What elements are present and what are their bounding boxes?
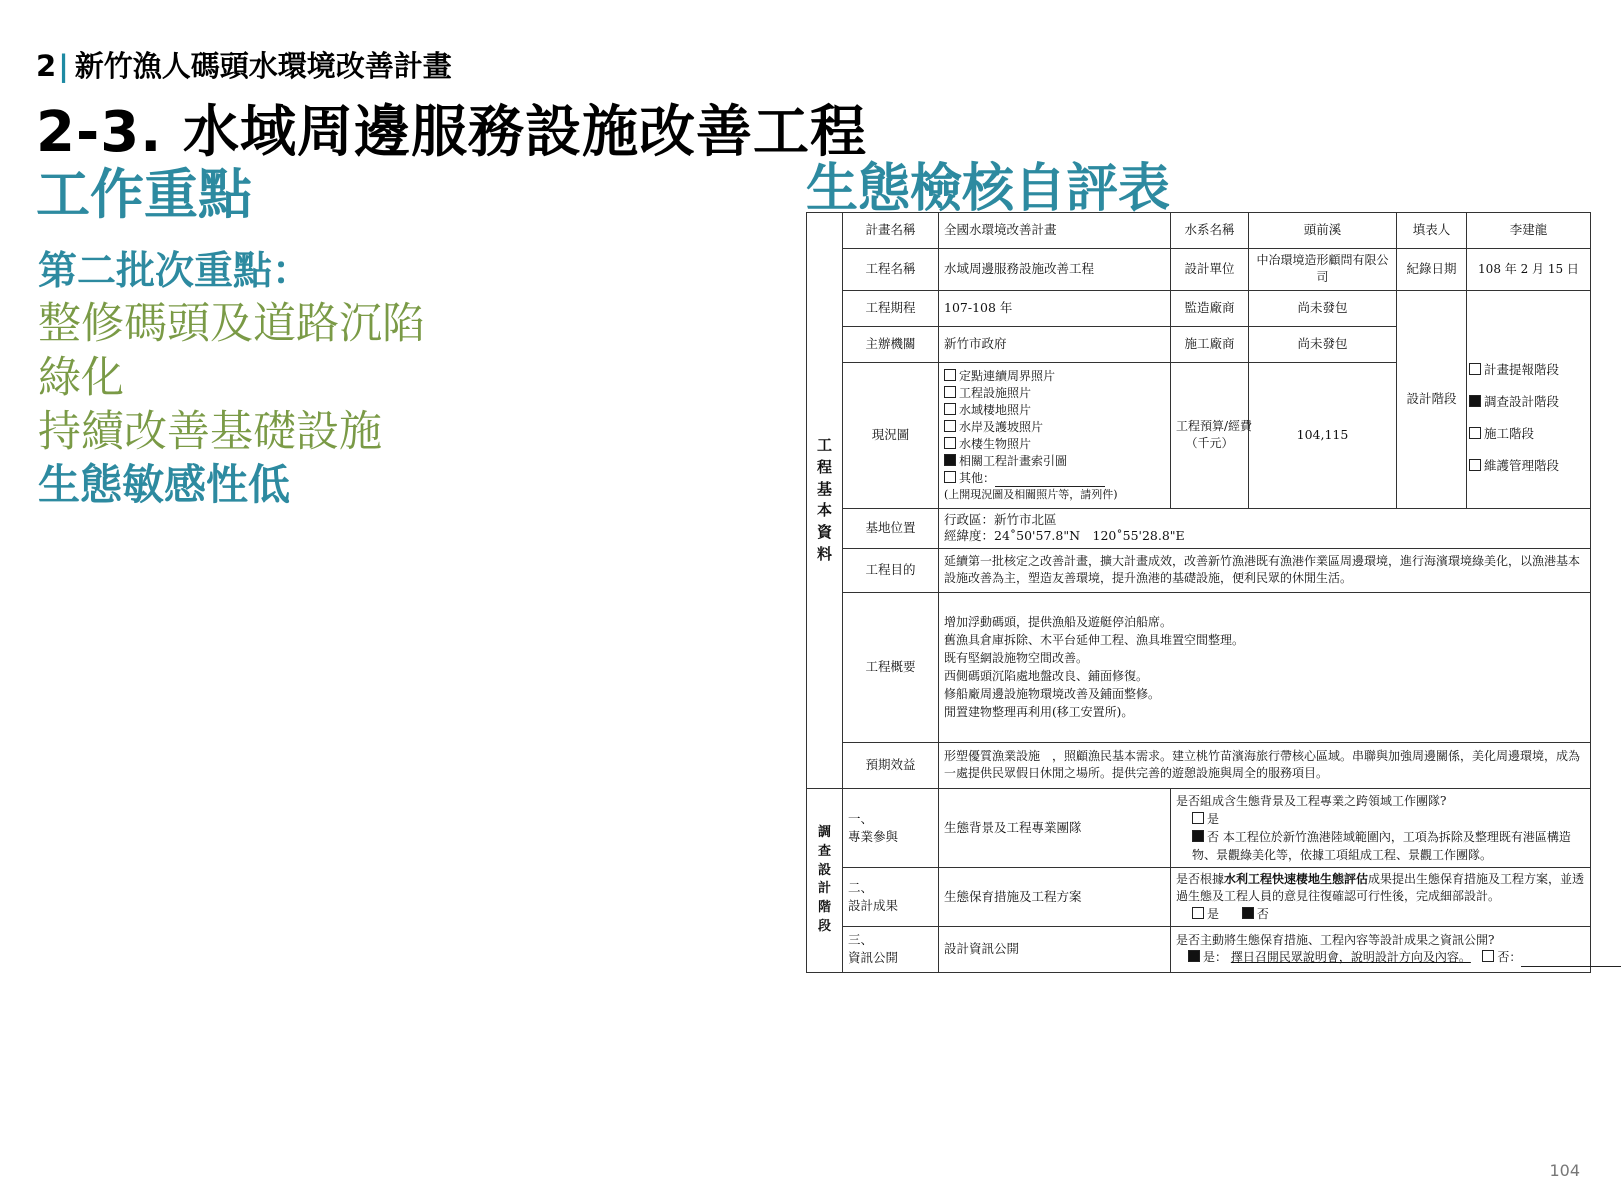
table-row: [807, 213, 1591, 249]
table-row: [807, 592, 1591, 742]
overview-line: 閒置建物整理再利用(移工安置所)。: [944, 705, 1134, 720]
photos-label: 現況圖: [843, 362, 939, 508]
focus-point-1: 整修碼頭及道路沉陷: [38, 299, 425, 349]
agency-label: 主辦機關: [843, 326, 939, 362]
location-district: 行政區：新竹市北區: [944, 512, 1057, 528]
overview-text: [939, 592, 1591, 742]
section-heading: [36, 44, 452, 85]
s2-item: 生態保育措施及工程方案: [939, 867, 1171, 926]
table-row: [807, 249, 1591, 291]
checkbox-empty-icon: [1469, 459, 1481, 471]
design-unit-label: 設計單位: [1171, 249, 1249, 291]
side-label-basic: [807, 213, 843, 789]
page-title: 2-3. 水域周邊服務設施改善工程: [36, 100, 867, 165]
eco-table-title: 生態檢核自評表: [806, 159, 1171, 219]
s1-category: 一、 專業參與: [843, 788, 939, 867]
form-table: [806, 212, 1591, 973]
photo-item: 水域棲地照片: [944, 402, 1165, 419]
checkbox-checked-icon: [1188, 950, 1200, 962]
s1-answer: [1171, 788, 1591, 867]
design-unit-value: 中冶環境造形顧問有限公司: [1249, 249, 1397, 291]
checkbox-empty-icon: [944, 369, 956, 381]
focus-point-2: 綠化: [38, 353, 124, 403]
side-char: 查: [817, 843, 831, 859]
s3-answer: [1171, 926, 1591, 972]
blank-line: [995, 474, 1105, 487]
checkbox-empty-icon: [944, 386, 956, 398]
benefit-text: 形塑優質漁業設施 ，照顧漁民基本需求。建立桃竹苗濱海旅行帶核心區域。串聯與加強周邊關係，美化周邊環境，成為一處提供民眾假日休閒之場所。提供完善的遊憩設施與周全的服務項目。: [939, 742, 1591, 788]
schedule-value: 107-108 年: [939, 290, 1171, 326]
photo-item: 工程設施照片: [944, 385, 1165, 402]
s1-question: 是否組成含生態背景及工程專業之跨領域工作團隊?: [1176, 793, 1447, 808]
checkbox-empty-icon: [1482, 950, 1494, 962]
stage-label: 設計階段: [1397, 290, 1467, 508]
record-date-value: 108 年 2 月 15 日: [1467, 249, 1591, 291]
focus-point-3: 持續改善基礎設施: [38, 407, 382, 457]
filler-label: 填表人: [1397, 213, 1467, 249]
purpose-label: 工程目的: [843, 548, 939, 592]
contractor-value: 尚未發包: [1249, 326, 1397, 362]
plan-name-label: 計畫名稱: [843, 213, 939, 249]
overview-line: 增加浮動碼頭，提供漁船及遊艇停泊船席。: [944, 615, 1173, 630]
budget-label-cell: [1171, 362, 1253, 508]
batch-label: 第二批次重點：: [38, 249, 312, 294]
schedule-label: 工程期程: [843, 290, 939, 326]
side-char: 階: [817, 900, 831, 916]
page-number: 104: [1549, 1161, 1580, 1180]
agency-value: 新竹市政府: [939, 326, 1171, 362]
s1-no-detail: 本工程位於新竹漁港陸域範圍內，工項為拆除及整理既有港區構造物、景觀綠美化等，依據工項組成工程、景觀工作團隊。: [1192, 829, 1571, 862]
s1-yes-option: 是: [1176, 810, 1585, 828]
s2-question: 是否根據水利工程快速棲地生態評估成果提出生態保育措施及工程方案，並透過生態及工程人員的意見往復確認可行性後，完成細部設計。: [1176, 871, 1585, 904]
project-name-value: 水域周邊服務設施改善工程: [939, 249, 1171, 291]
s3-question: 是否主動將生態保育措施、工程內容等設計成果之資訊公開?: [1176, 933, 1495, 948]
s1-no-option: 否 本工程位於新竹漁港陸域範圍內，工項為拆除及整理既有港區構造物、景觀綠美化等，依據工項組成工程、景觀工作團隊。: [1192, 829, 1571, 862]
checkbox-empty-icon: [944, 420, 956, 432]
supervisor-label: 監造廠商: [1171, 290, 1249, 326]
overview-line: 西側碼頭沉陷處地盤改良、鋪面修復。: [944, 669, 1149, 684]
table-row: [807, 508, 1591, 548]
plan-name-value: 全國水環境改善計畫: [939, 213, 1171, 249]
table-row: [807, 742, 1591, 788]
side-char: 程: [816, 457, 832, 476]
s2-options: 是 否: [1176, 906, 1585, 923]
checkbox-empty-icon: [1469, 427, 1481, 439]
checkbox-empty-icon: [1192, 907, 1204, 919]
budget-label: 工程預算/經費: [1176, 418, 1253, 433]
side-char: 調: [817, 824, 831, 840]
checkbox-checked-icon: [1242, 907, 1254, 919]
location-value: [939, 508, 1591, 548]
table-row: [807, 290, 1591, 326]
photo-item-other: 其他：: [944, 470, 1165, 487]
supervisor-value: 尚未發包: [1249, 290, 1397, 326]
side-char: 設: [817, 862, 831, 878]
checkbox-checked-icon: [1192, 830, 1204, 842]
side-char: 料: [816, 544, 832, 563]
water-system-label: 水系名稱: [1171, 213, 1249, 249]
project-name-label: 工程名稱: [843, 249, 939, 291]
overview-line: 舊漁具倉庫拆除、木平台延伸工程、漁具堆置空間整理。: [944, 633, 1245, 648]
s3-options: 是： 擇日召開民眾說明會，說明設計方向及內容。 否：: [1176, 949, 1585, 966]
stage-option-survey: 調查設計階段: [1469, 393, 1588, 411]
contractor-label: 施工廠商: [1171, 326, 1249, 362]
table-row: [807, 788, 1591, 867]
side-char: 資: [816, 523, 832, 542]
table-row: [807, 926, 1591, 972]
stage-option-maintenance: 維護管理階段: [1469, 457, 1588, 475]
s2-category: 二、 設計成果: [843, 867, 939, 926]
checkbox-empty-icon: [944, 437, 956, 449]
photo-item: 定點連續周界照片: [944, 368, 1165, 385]
side-char: 本: [816, 501, 832, 520]
checkbox-empty-icon: [1192, 812, 1204, 824]
section-number: 2: [36, 49, 57, 83]
checkbox-checked-icon: [944, 454, 956, 466]
s3-yes-detail: 擇日召開民眾說明會，說明設計方向及內容。: [1230, 950, 1471, 965]
water-system-value: 頭前溪: [1249, 213, 1397, 249]
checkbox-empty-icon: [944, 403, 956, 415]
photo-item: 水棲生物照片: [944, 436, 1165, 453]
eco-checklist-form: [806, 212, 1590, 966]
location-coords: 經緯度：24˚50'57.8"N 120˚55'28.8"E: [944, 528, 1185, 544]
section-title: 新竹漁人碼頭水環境改善計畫: [74, 49, 452, 83]
checkbox-empty-icon: [1469, 363, 1481, 375]
overview-line: 修船廠周邊設施物環境改善及鋪面整修。: [944, 687, 1161, 702]
blank-line: [1521, 954, 1621, 967]
photo-item: 相關工程計畫索引圖: [944, 453, 1165, 470]
side-char: 段: [817, 919, 831, 935]
divider: |: [58, 49, 69, 83]
budget-value: 104,115: [1249, 362, 1397, 508]
work-focus-title: 工作重點: [36, 163, 252, 226]
s3-category: 三、 資訊公開: [843, 926, 939, 972]
record-date-label: 紀錄日期: [1397, 249, 1467, 291]
s3-item: 設計資訊公開: [939, 926, 1171, 972]
checkbox-empty-icon: [944, 471, 956, 483]
side-char: 工: [816, 436, 832, 455]
side-label-survey: [807, 788, 843, 972]
side-char: 基: [816, 479, 832, 498]
stage-options: [1467, 290, 1591, 508]
stage-option-plan: 計畫提報階段: [1469, 361, 1588, 379]
s2-answer: [1171, 867, 1591, 926]
benefit-label: 預期效益: [843, 742, 939, 788]
photos-list: [939, 362, 1171, 508]
location-label: 基地位置: [843, 508, 939, 548]
stage-option-construction: 施工階段: [1469, 425, 1588, 443]
table-row: [807, 548, 1591, 592]
low-sensitivity-label: 生態敏感性低: [38, 460, 291, 509]
overview-line: 既有堅網設施物空間改善。: [944, 651, 1089, 666]
table-row: [807, 867, 1591, 926]
photos-note: (上開現況圖及相關照片等，請列件): [944, 488, 1118, 502]
s1-item: 生態背景及工程專業團隊: [939, 788, 1171, 867]
side-char: 計: [817, 881, 831, 897]
checkbox-checked-icon: [1469, 395, 1481, 407]
purpose-text: 延續第一批核定之改善計畫，擴大計畫成效，改善新竹漁港既有漁港作業區周邊環境，進行海濱環境綠美化，以漁港基本設施改善為主，塑造友善環境，提升漁港的基礎設施，便利民眾的休閒生活。: [939, 548, 1591, 592]
overview-label: 工程概要: [843, 592, 939, 742]
budget-unit: （千元）: [1185, 436, 1234, 451]
filler-value: 李建龍: [1467, 213, 1591, 249]
photo-item: 水岸及護坡照片: [944, 419, 1165, 436]
